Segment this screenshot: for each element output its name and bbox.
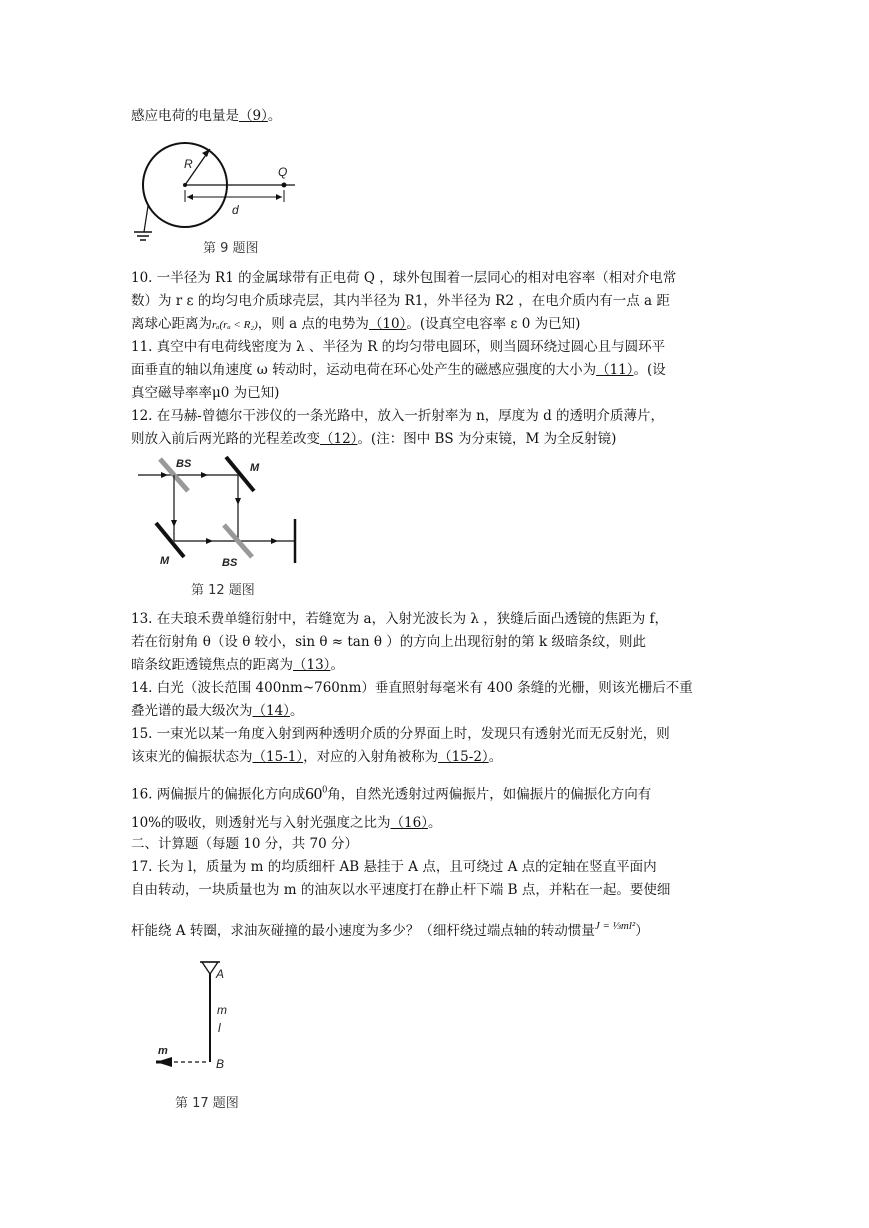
q15-line2	[131, 747, 502, 767]
q12-mirror-bottom	[156, 523, 184, 557]
q12-label-m-bottom: M	[160, 555, 170, 567]
q15-l2c: 。	[488, 749, 503, 765]
q17-l3b: ）	[635, 923, 649, 939]
q9-tail: 感应电荷的电量是	[131, 108, 239, 124]
q9-text	[131, 106, 281, 126]
q10-line3	[131, 314, 580, 335]
q11-line3: 真空磁导率率μ0 为已知)	[131, 385, 280, 401]
q14-l2a: 叠光谱的最大级次为	[131, 703, 253, 719]
q12-figure	[138, 455, 318, 575]
q17-label-B: B	[216, 1057, 225, 1071]
q17-figure	[150, 958, 270, 1078]
q16-l2a: 10%的吸收，则透射光与入射光强度之比为	[131, 815, 391, 831]
q14-line2	[131, 701, 303, 721]
q11-blank: （11）	[596, 362, 634, 378]
q15-blank2: （15-2）	[438, 749, 489, 765]
q11-l2b: 。(设	[633, 362, 666, 378]
q17-label-m: m	[217, 1003, 227, 1017]
q10-l3c: 。(设真空电容率 ε 0 为已知)	[406, 316, 581, 332]
q9-blank: （9）	[239, 108, 268, 124]
q12-line1: 12. 在马赫-曾德尔干涉仪的一条光路中，放入一折射率为 n，厚度为 d 的透明介质薄片，	[131, 408, 665, 424]
q15-l2a: 该束光的偏振状态为	[131, 749, 253, 765]
q14-blank: （14）	[252, 703, 290, 719]
q13-l3a: 暗条纹距透镜焦点的距离为	[131, 657, 293, 673]
q10-line2: 数）为 r ε 的均匀电介质球壳层，其内半径为 R1，外半径为 R2 ，在电介质内有一点 a 距	[131, 293, 670, 309]
q9-label-d: d	[232, 203, 239, 217]
q17-formula: J = ⅓ml²	[594, 920, 636, 932]
q10-formula: rₐ(rₐ < R₂)	[212, 319, 258, 331]
q12-caption: 第 12 题图	[191, 583, 255, 598]
q13-line1: 13. 在夫琅禾费单缝衍射中，若缝宽为 a，入射光波长为 λ ，狭缝后面凸透镜的焦距为 f，	[131, 611, 669, 627]
q12-blank: （12）	[320, 431, 358, 447]
q12-label-bs-top: BS	[176, 458, 192, 470]
q10-line1: 10. 一半径为 R1 的金属球带有正电荷 Q ，球外包围着一层同心的相对电容率（相对介电常	[131, 270, 677, 286]
q16-l2b: 。	[427, 815, 442, 831]
q9-ground-wire	[144, 206, 148, 232]
q9-end: 。	[267, 108, 282, 124]
q10-blank: （10）	[368, 316, 407, 332]
q15-l2b: ，对应的入射角被称为	[303, 749, 439, 765]
q17-label-mball: m	[158, 1045, 168, 1057]
section2-heading: 二、计算题（每题 10 分，共 70 分）	[131, 836, 359, 852]
q17-line3	[131, 921, 649, 942]
q11-line2	[131, 360, 666, 380]
q10-l3a: 离球心距离为	[131, 316, 212, 332]
q16-blank: （16）	[390, 815, 428, 831]
q17-label-l: l	[218, 1021, 221, 1035]
q16-angle: $60^0$	[305, 783, 328, 803]
q15-blank1: （15-1）	[252, 749, 304, 765]
q16-l1b: 角，自然光透射过两偏振片，如偏振片的偏振化方向有	[327, 786, 652, 803]
q17-line2: 自由转动，一块质量也为 m 的油灰以水平速度打在静止杆下端 B 点，并粘在一起。要使细	[131, 882, 671, 898]
q16-l1a: 16. 两偏振片的偏振化方向成	[131, 786, 306, 803]
q13-blank: （13）	[293, 657, 331, 673]
q15-line1: 15. 一束光以某一角度入射到两种透明介质的分界面上时，发现只有透射光而无反射光，则	[131, 726, 670, 742]
q17-line1: 17. 长为 l，质量为 m 的均质细杆 AB 悬挂于 A 点，且可绕过 A 点的定轴在竖直平面内	[131, 859, 657, 875]
q16-line2	[131, 813, 441, 833]
q13-line2: 若在衍射角 θ（设 θ 较小，sin θ ≈ tan θ ）的方向上出现衍射的第 k 级暗条纹，则此	[131, 634, 647, 650]
q12-l2a: 则放入前后两光路的光程差改变	[131, 431, 320, 447]
q14-line1: 14. 白光（波长范围 400nm~760nm）垂直照射每毫米有 400 条缝的光栅，则该光栅后不重	[131, 680, 693, 696]
q13-line3	[131, 655, 344, 675]
q12-line2	[131, 429, 616, 449]
q9-label-Q: Q	[278, 165, 288, 179]
q17-caption: 第 17 题图	[175, 1096, 239, 1111]
q9-figure	[130, 140, 330, 250]
q11-line1: 11. 真空中有电荷线密度为 λ 、半径为 R 的均匀带电圆环，则当圆环绕过圆心且与圆环平	[131, 339, 666, 355]
q9-arrowhead	[202, 149, 210, 157]
q12-l2b: 。(注：图中 BS 为分束镜，M 为全反射镜)	[357, 431, 617, 447]
q11-l2a: 面垂直的轴以角速度 ω 转动时，运动电荷在环心处产生的磁感应强度的大小为	[131, 362, 597, 378]
q12-label-bs-bottom: BS	[222, 557, 238, 569]
q9-point-charge	[282, 183, 287, 188]
q17-l3a: 杆能绕 A 转圈，求油灰碰撞的最小速度为多少？（细杆绕过端点轴的转动惯量	[131, 923, 595, 939]
q13-l3b: 。	[330, 657, 344, 673]
q9-caption: 第 9 题图	[203, 241, 259, 256]
q9-label-R: R	[184, 157, 193, 171]
q16-line1	[131, 780, 651, 805]
q14-l2b: 。	[289, 703, 304, 719]
q12-label-m-top: M	[250, 462, 260, 474]
q17-label-A: A	[216, 967, 225, 981]
q10-l3b: ，则 a 点的电势为	[257, 316, 369, 332]
